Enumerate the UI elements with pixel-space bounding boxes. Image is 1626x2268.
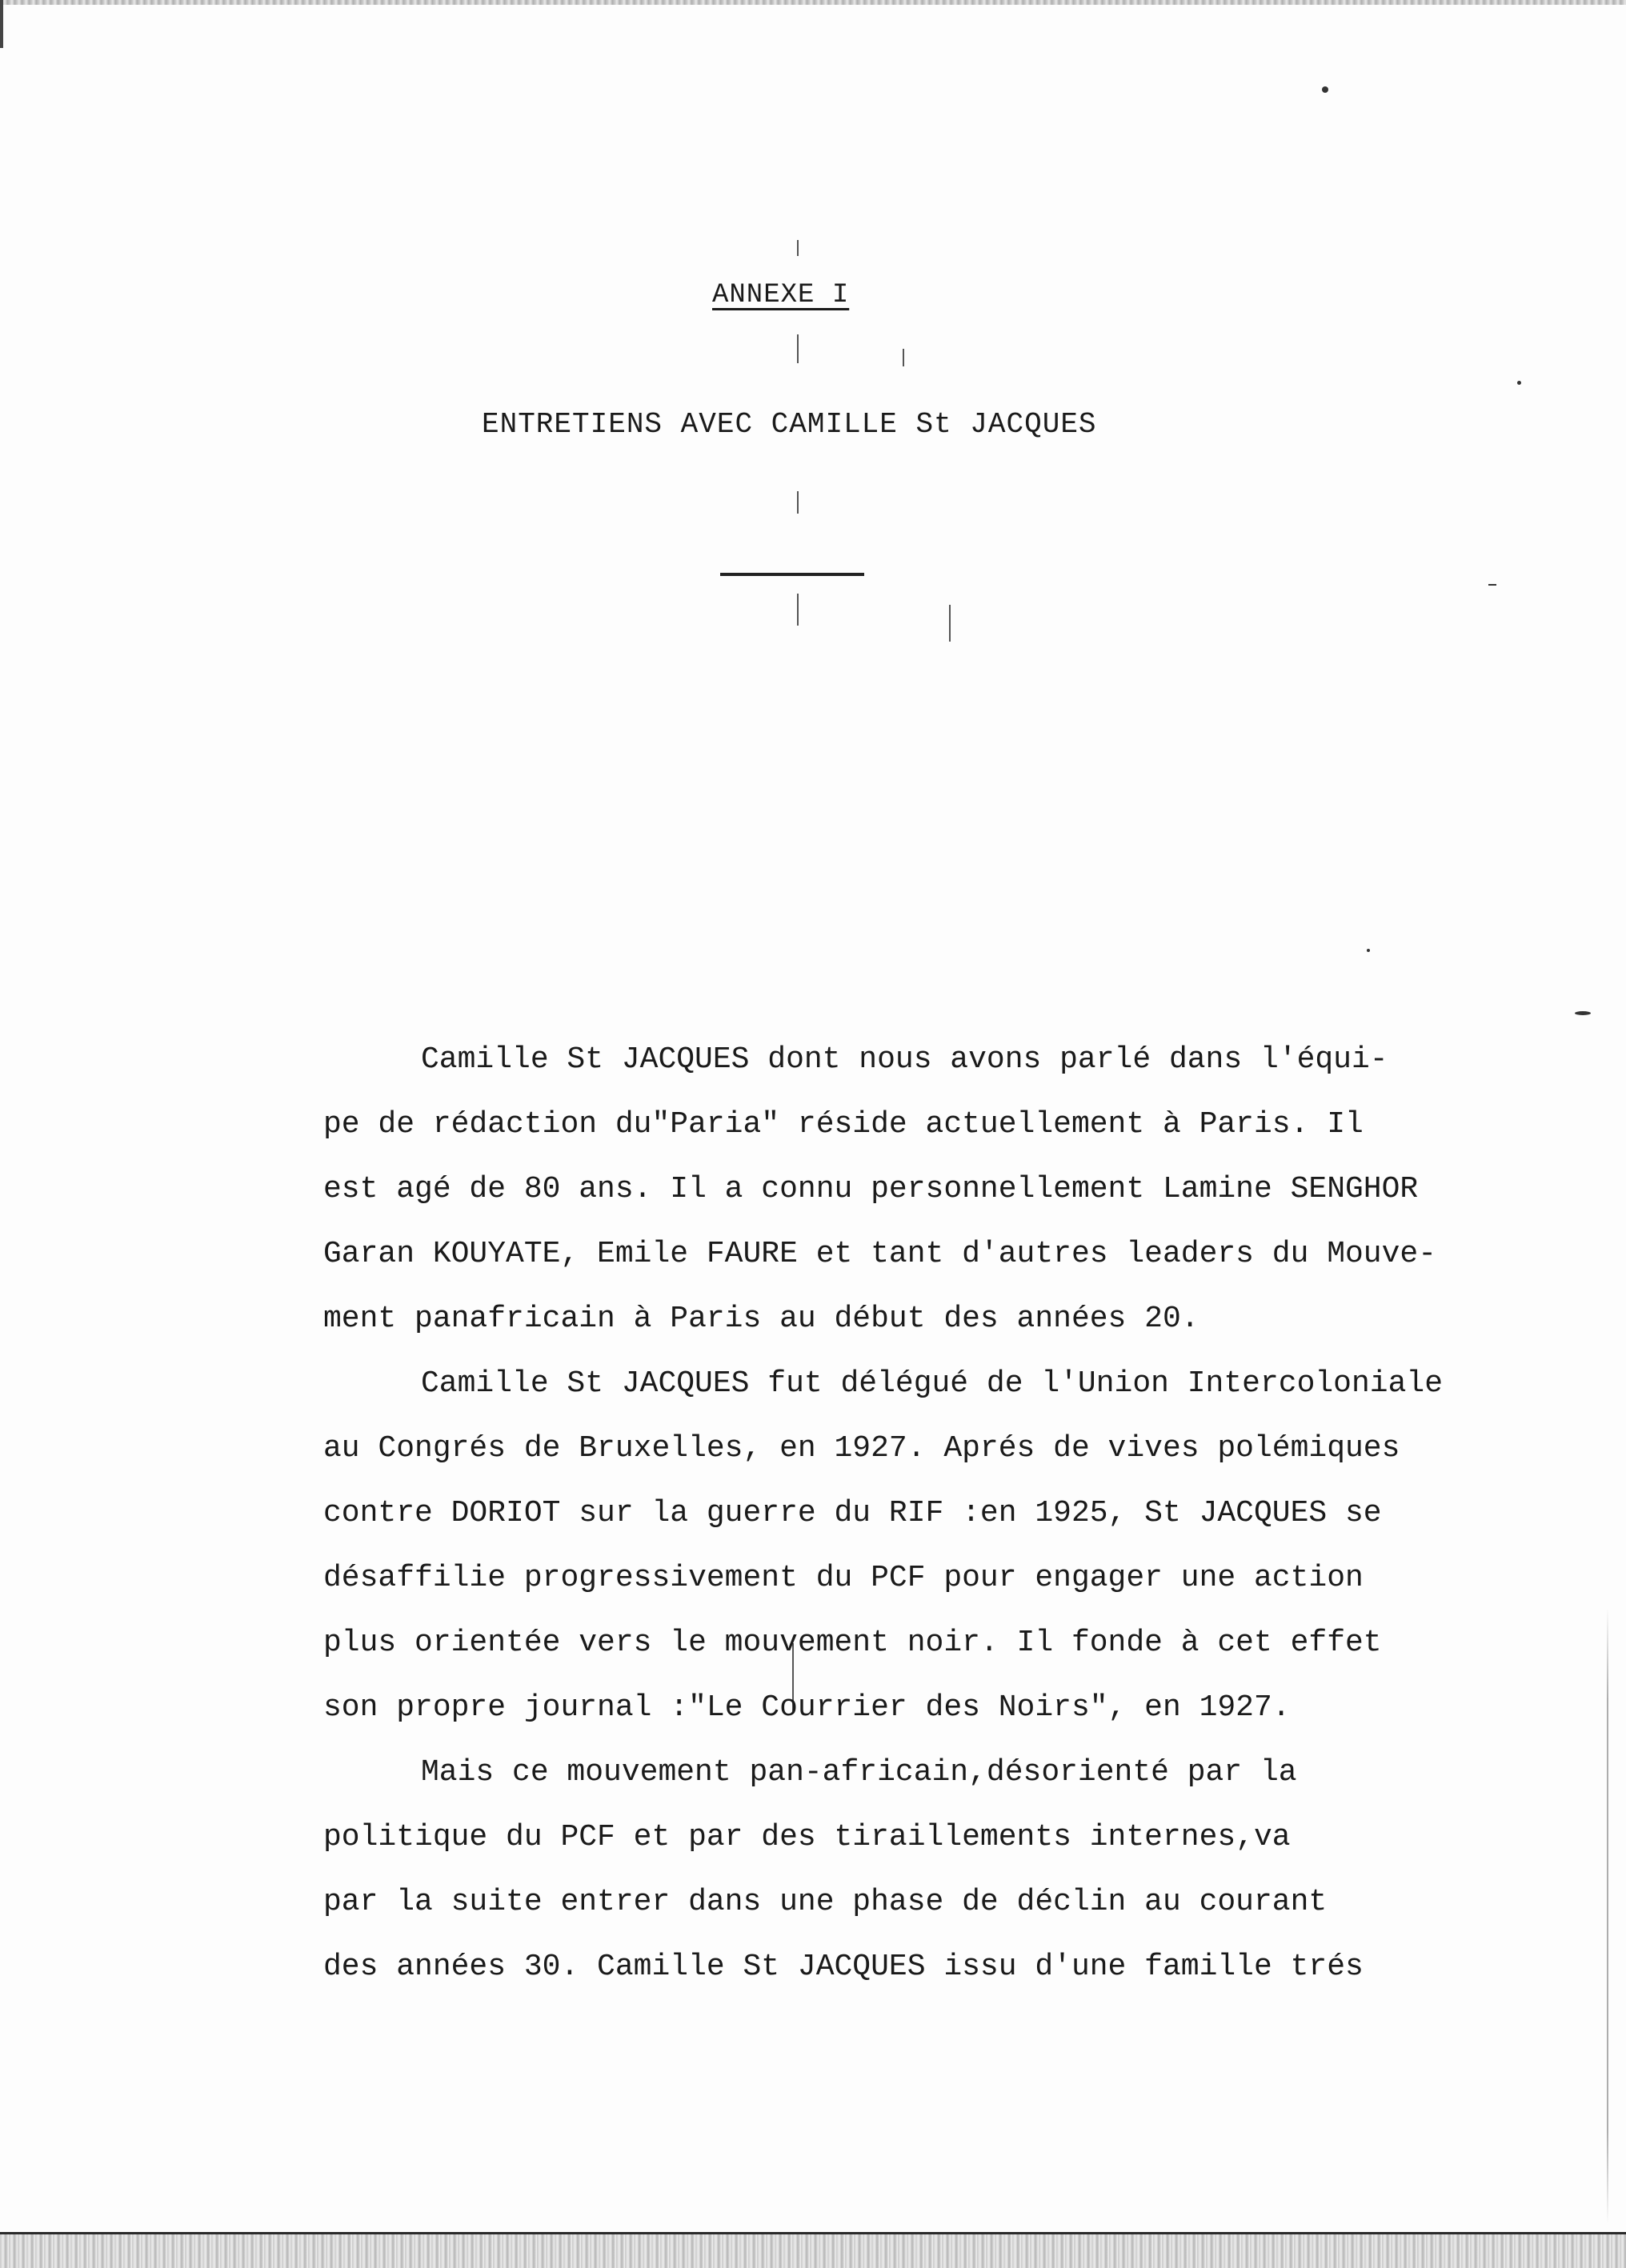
body-line: ment panafricain à Paris au début des années 20.: [323, 1302, 1199, 1336]
body-text: [323, 1027, 1572, 1999]
body-line: plus orientée vers le mouvement noir. Il fonde à cet effet: [323, 1626, 1382, 1660]
scan-tick: [903, 349, 904, 366]
scan-tick: [797, 491, 799, 514]
scan-tick: [797, 334, 799, 363]
body-line: au Congrés de Bruxelles, en 1927. Aprés de vives polémiques: [323, 1431, 1400, 1466]
title-rule: [720, 573, 864, 576]
body-line: désaffilie progressivement du PCF pour engager une action: [323, 1561, 1364, 1595]
scan-tick: [949, 605, 951, 642]
scan-left-edge: [0, 0, 3, 48]
body-line: est agé de 80 ans. Il a connu personnellement Lamine SENGHOR: [323, 1172, 1419, 1206]
scan-speck: [1488, 584, 1496, 586]
scan-speck: [1575, 1011, 1591, 1015]
body-line: par la suite entrer dans une phase de déclin au courant: [323, 1885, 1328, 1919]
scan-speck: [1367, 949, 1370, 952]
scan-margin-line: [1607, 1608, 1608, 2224]
body-line: Mais ce mouvement pan-africain,désorienté par la: [421, 1755, 1297, 1790]
scan-tick: [797, 240, 799, 256]
body-line: son propre journal :"Le Courrier des Noirs", en 1927.: [323, 1690, 1291, 1725]
body-line: pe de rédaction du"Paria" réside actuellement à Paris. Il: [323, 1107, 1364, 1142]
document-subtitle: ENTRETIENS AVEC CAMILLE St JACQUES: [482, 408, 1097, 441]
body-line: des années 30. Camille St JACQUES issu d'une famille trés: [323, 1950, 1364, 1984]
body-line: contre DORIOT sur la guerre du RIF :en 1925, St JACQUES se: [323, 1496, 1382, 1530]
scan-speck: [1517, 381, 1521, 385]
body-line: Garan KOUYATE, Emile FAURE et tant d'autres leaders du Mouve-: [323, 1237, 1437, 1271]
scan-top-edge: [0, 0, 1626, 5]
body-line: politique du PCF et par des tiraillements internes,va: [323, 1820, 1291, 1854]
scan-bottom-edge: [0, 2232, 1626, 2268]
scan-tick: [797, 594, 799, 626]
annex-heading: ANNEXE I: [712, 280, 850, 310]
body-line: Camille St JACQUES fut délégué de l'Union Intercoloniale: [421, 1366, 1444, 1401]
scan-speck: [1322, 86, 1328, 93]
body-line: Camille St JACQUES dont nous avons parlé dans l'équi-: [421, 1042, 1388, 1077]
